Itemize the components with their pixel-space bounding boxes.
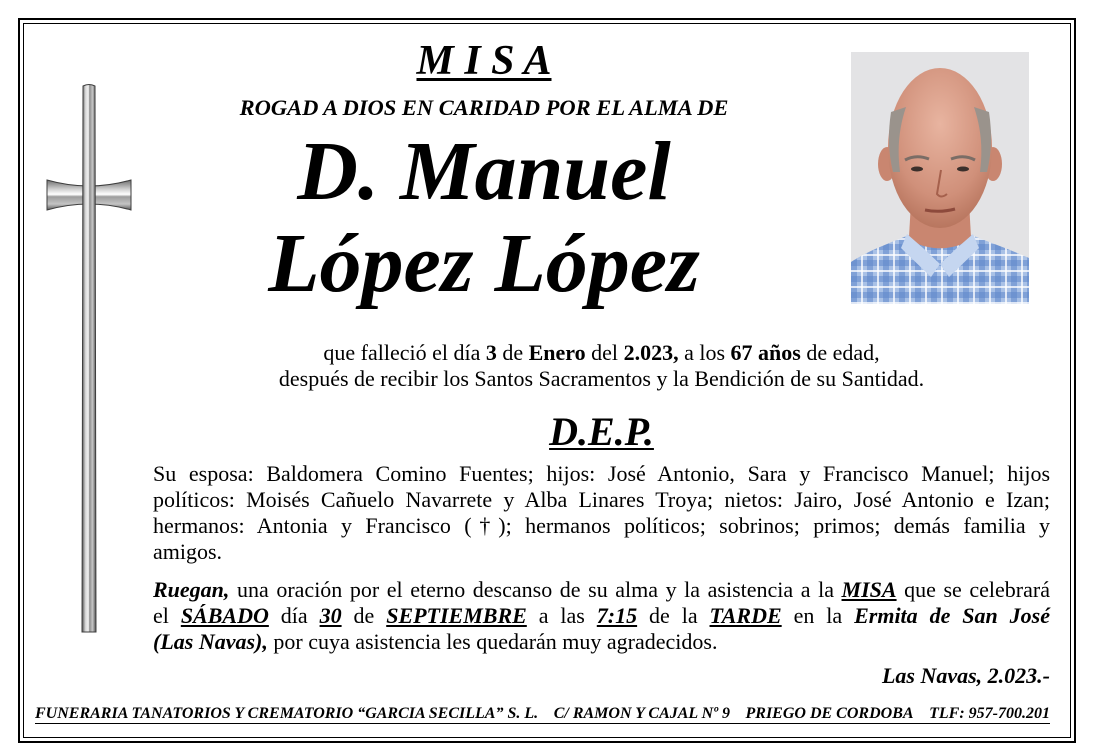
ceremony-text: de — [353, 603, 375, 628]
ceremony-ruegan: Ruegan, — [153, 577, 230, 602]
death-month: Enero — [528, 340, 586, 365]
family-line: amigos. — [153, 539, 223, 564]
footer-address: C/ RAMON Y CAJAL Nº 9 — [553, 705, 730, 722]
death-text: de — [502, 340, 524, 365]
ceremony-line — [153, 603, 1050, 629]
death-text: a los — [684, 340, 726, 365]
death-day: 3 — [485, 340, 497, 365]
death-text: de edad, — [806, 340, 880, 365]
family-line: hermanos: Antonia y Francisco (†); hermanos políticos; sobrinos; primos; demás familia y — [153, 513, 1050, 538]
death-year: 2.023, — [623, 340, 679, 365]
notice-heading: M I S A — [416, 38, 552, 84]
ceremony-text: a las — [538, 603, 585, 628]
death-info-line-1 — [153, 340, 1050, 366]
funeral-home-footer — [35, 705, 1050, 724]
ceremony-period: TARDE — [709, 603, 782, 628]
footer-city: PRIEGO DE CORDOBA — [745, 705, 914, 722]
ceremony-time: 7:15 — [596, 603, 638, 628]
ceremony-text: el — [153, 603, 169, 628]
photo-head — [888, 68, 992, 228]
ceremony-venue: Ermita de San José — [854, 603, 1050, 628]
death-info-line-2: después de recibir los Santos Sacramentos y la Bendición de su Santidad. — [278, 366, 925, 391]
place-date: Las Navas, 2.023.- — [881, 663, 1050, 688]
rip-heading: D.E.P. — [549, 409, 654, 454]
footer-company: FUNERARIA TANATORIOS Y CREMATORIO “GARCIA SECILLA” S. L. — [35, 705, 539, 722]
ceremony-text: por cuya asistencia les quedarán muy agradecidos. — [273, 629, 718, 654]
ceremony-line — [153, 629, 1050, 655]
ceremony-month: SEPTIEMBRE — [386, 603, 527, 628]
deceased-name-line-2: López López — [268, 217, 700, 310]
cross-vertical-bar — [82, 85, 96, 633]
ceremony-day: 30 — [319, 603, 342, 628]
photo-eye-left — [911, 167, 923, 172]
notice-subheading: ROGAD A DIOS EN CARIDAD POR EL ALMA DE — [239, 95, 729, 120]
death-text: que falleció el día — [323, 340, 481, 365]
footer-phone: TLF: 957-700.201 — [929, 705, 1050, 722]
photo-eye-right — [957, 167, 969, 172]
ceremony-text: de la — [649, 603, 698, 628]
ceremony-line — [153, 577, 1050, 603]
ceremony-text: día — [280, 603, 308, 628]
ceremony-venue-location: (Las Navas), — [153, 629, 268, 654]
death-age: 67 años — [730, 340, 801, 365]
death-text: del — [591, 340, 619, 365]
ceremony-weekday: SÁBADO — [180, 603, 269, 628]
ceremony-text: que se celebrará — [904, 577, 1050, 602]
family-line: Su esposa: Baldomera Comino Fuentes; hijos: José Antonio, Sara y Francisco Manuel; hijos — [153, 461, 1050, 486]
deceased-photo — [851, 52, 1029, 304]
deceased-name-line-1: D. Manuel — [297, 125, 671, 218]
cross-icon — [44, 82, 136, 636]
ceremony-text: en la — [793, 603, 843, 628]
family-line: políticos: Moisés Cañuelo Navarrete y Alba Linares Troya; nietos: Jairo, José Antonio e Izan; — [153, 487, 1050, 512]
ceremony-text: una oración por el eterno descanso de su alma y la asistencia a la — [237, 577, 834, 602]
ceremony-misa: MISA — [841, 577, 897, 602]
